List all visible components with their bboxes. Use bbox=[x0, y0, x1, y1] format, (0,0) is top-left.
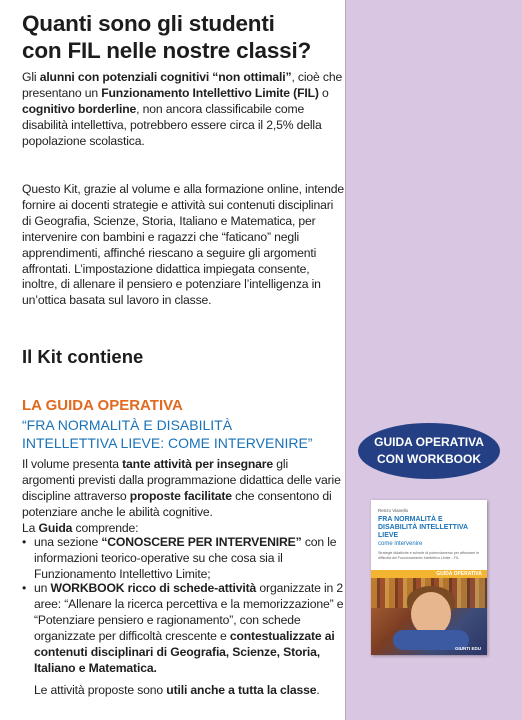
book-cover bbox=[371, 500, 487, 655]
guide-body-text: gli argomenti previsti dalla programmazione didattica delle varie discipline attraverso bbox=[22, 457, 341, 503]
guide-body-text: comprende: bbox=[72, 520, 139, 535]
intro-text: Gli bbox=[22, 70, 40, 84]
intro-paragraph bbox=[22, 70, 344, 150]
book-subtitle: come intervenire bbox=[378, 541, 423, 547]
guide-body-bold: tante attività per insegnare bbox=[122, 457, 274, 471]
product-badge bbox=[358, 423, 500, 479]
book-author: Renzo Vianello bbox=[378, 508, 409, 513]
publisher-logo: GIUNTI EDU bbox=[454, 646, 481, 651]
bullet-bold: “CONOSCERE PER INTERVENIRE” bbox=[101, 535, 302, 549]
bullet-text: organizzate in 2 aree: “Allenare la ricerca percettiva e la memorizzazione” e “Potenziare pensiero e ragionamento”, con schede organizzate per difficoltà crescente e bbox=[34, 581, 344, 643]
bullet-bold: contestualizzate ai contenuti disciplinari di Geografia, Scienze, Storia, Italiano e Matematica. bbox=[34, 628, 335, 675]
kit-description: Questo Kit, grazie al volume e alla formazione online, intende fornire ai docenti strategie e attività sui contenuti disciplinari di Geografia, Scienze, Storia, Italiano e Matematica, per intervenire con bambini e ragazzi che “faticano” negli apprendimenti, affinché riescano a seguire gli argomenti affrontati. L’impostazione didattica impiegata consente, inoltre, di allenare il pensiero e potenziare l’intelligenza in un’ottica basata sul lavoro in classe. bbox=[22, 182, 344, 308]
guide-subtitle bbox=[22, 417, 312, 452]
guide-body-text: Il volume presenta bbox=[22, 457, 123, 471]
intro-text: , cioè che presentano un bbox=[22, 70, 343, 100]
book-title: FRA NORMALITÀ E DISABILITÀ INTELLETTIVA LIEVE bbox=[378, 516, 468, 539]
guide-body-bold: Guida bbox=[38, 520, 73, 535]
guide-body-bold: proposte facilitate bbox=[129, 488, 232, 503]
intro-bold: alunni con potenziali cognitivi “non ottimali” bbox=[39, 70, 292, 84]
book-cover-photo bbox=[371, 578, 487, 655]
closing-bold: utili anche a tutta la classe bbox=[166, 683, 317, 697]
heading-line-2: con FIL nelle nostre classi? bbox=[22, 38, 312, 63]
intro-bold: cognitivo borderline bbox=[22, 101, 137, 116]
intro-text: o bbox=[318, 85, 329, 100]
guide-title: LA GUIDA OPERATIVA bbox=[22, 397, 183, 414]
badge-line-1: GUIDA OPERATIVA bbox=[374, 435, 484, 449]
bullet-item bbox=[22, 535, 354, 583]
guide-closing-line bbox=[34, 683, 320, 699]
guide-subtitle-line-2: INTELLETTIVA LIEVE: COME INTERVENIRE” bbox=[22, 434, 313, 451]
intro-text: , non ancora classificabile come disabilità intellettiva, potrebbero essere circa il 2,5% della popolazione scolastica. bbox=[22, 101, 322, 148]
closing-text: Le attività proposte sono bbox=[34, 683, 167, 697]
badge-line-2: CON WORKBOOK bbox=[377, 452, 481, 466]
guide-body-text: La bbox=[22, 520, 39, 535]
closing-text: . bbox=[316, 683, 320, 697]
bullet-icon: • bbox=[22, 535, 27, 549]
sidebar-divider bbox=[345, 0, 346, 720]
bullet-icon: • bbox=[22, 581, 27, 595]
guide-body-text: che consentono di potenziare anche le abilità cognitive. bbox=[22, 488, 332, 519]
heading-line-1: Quanti sono gli studenti bbox=[22, 11, 275, 36]
guide-subtitle-line-1: “FRA NORMALITÀ E DISABILITÀ bbox=[22, 417, 233, 433]
guide-body bbox=[22, 457, 342, 537]
bullet-text: con le informazioni teorico-operative su che cosa sia il Funzionamento Intellettivo Limite; bbox=[34, 535, 337, 581]
main-heading bbox=[22, 10, 311, 64]
book-description: Strategie didattiche e schede di potenziamento per affrontare le difficoltà del Funzionamento Intellettivo Limite - FIL bbox=[378, 551, 480, 560]
kit-heading: Il Kit contiene bbox=[22, 346, 144, 367]
bullet-item bbox=[22, 581, 354, 676]
bullet-text: una sezione bbox=[34, 535, 102, 549]
bullet-text: un bbox=[34, 581, 51, 595]
intro-bold: Funzionamento Intellettivo Limite (FIL) bbox=[101, 85, 319, 100]
bullet-bold: WORKBOOK ricco di schede-attività bbox=[50, 581, 257, 595]
book-band bbox=[371, 570, 487, 578]
book-band-label: GUIDA OPERATIVA bbox=[436, 571, 482, 577]
